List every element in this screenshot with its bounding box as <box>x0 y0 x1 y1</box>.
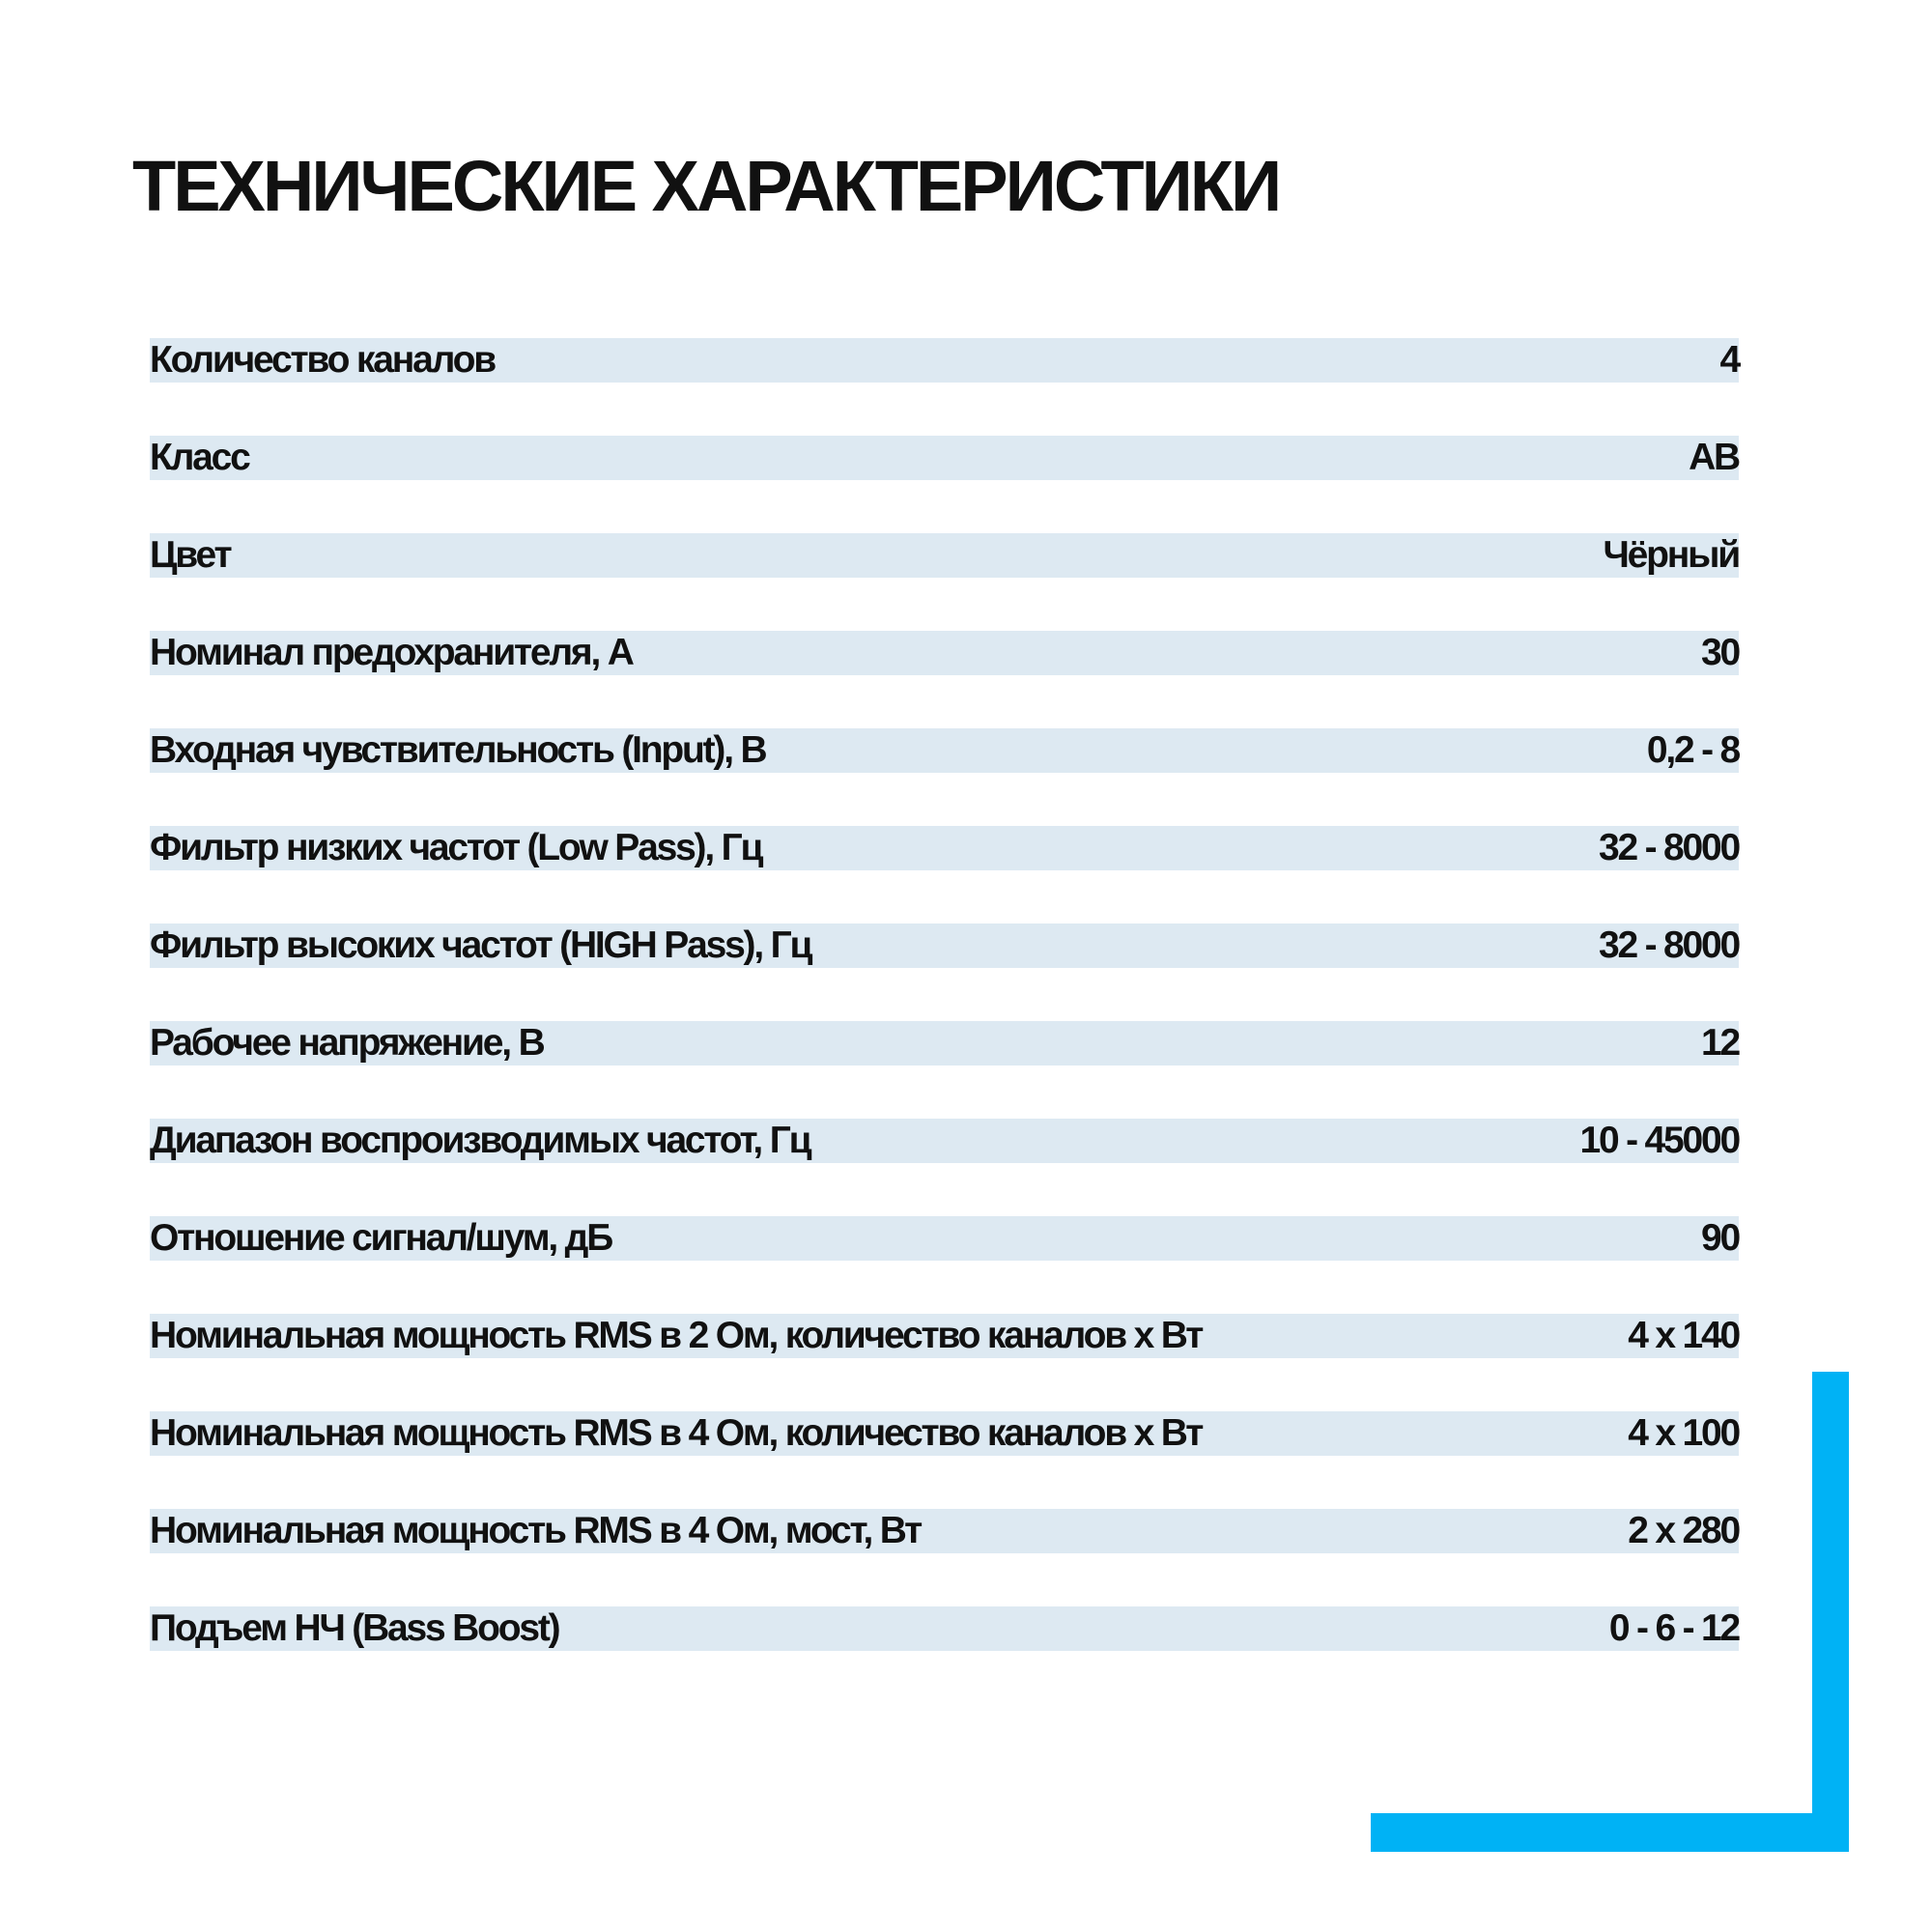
spec-value: 12 <box>1701 1022 1739 1064</box>
spec-row <box>150 631 1739 675</box>
spec-value: 4 x 140 <box>1628 1315 1739 1356</box>
spec-value: 0,2 - 8 <box>1646 729 1739 771</box>
spec-value: 4 x 100 <box>1628 1412 1739 1454</box>
spec-value: 90 <box>1701 1217 1739 1259</box>
spec-row <box>150 728 1739 773</box>
spec-row <box>150 533 1739 578</box>
spec-row <box>150 1119 1739 1163</box>
spec-row <box>150 1411 1739 1456</box>
spec-value: 32 - 8000 <box>1599 827 1739 868</box>
spec-label: Фильтр высоких частот (HIGH Pass), Гц <box>150 924 811 966</box>
spec-value: 10 - 45000 <box>1579 1120 1739 1161</box>
spec-value: 0 - 6 - 12 <box>1608 1607 1739 1649</box>
spec-label: Фильтр низких частот (Low Pass), Гц <box>150 827 762 868</box>
spec-row <box>150 1606 1739 1651</box>
spec-label: Количество каналов <box>150 339 496 381</box>
corner-accent-vertical <box>1812 1372 1849 1852</box>
spec-row <box>150 826 1739 870</box>
spec-label: Класс <box>150 437 249 478</box>
spec-value: Чёрный <box>1603 534 1739 576</box>
spec-label: Отношение сигнал/шум, дБ <box>150 1217 612 1259</box>
spec-row <box>150 923 1739 968</box>
spec-label: Номинальная мощность RMS в 4 Ом, количество каналов х Вт <box>150 1412 1203 1454</box>
spec-row <box>150 1216 1739 1261</box>
spec-label: Номинал предохранителя, А <box>150 632 633 673</box>
spec-label: Диапазон воспроизводимых частот, Гц <box>150 1120 810 1161</box>
spec-label: Входная чувствительность (Input), В <box>150 729 766 771</box>
spec-value: 32 - 8000 <box>1599 924 1739 966</box>
spec-label: Цвет <box>150 534 231 576</box>
page-title: ТЕХНИЧЕСКИЕ ХАРАКТЕРИСТИКИ <box>132 146 1280 226</box>
corner-accent-horizontal <box>1371 1813 1849 1852</box>
spec-row <box>150 338 1739 383</box>
spec-label: Рабочее напряжение, В <box>150 1022 544 1064</box>
spec-label: Номинальная мощность RMS в 4 Ом, мост, Вт <box>150 1510 922 1551</box>
spec-value: 30 <box>1701 632 1739 673</box>
spec-row <box>150 1509 1739 1553</box>
spec-value: AB <box>1689 437 1739 478</box>
spec-value: 2 x 280 <box>1628 1510 1739 1551</box>
spec-label: Номинальная мощность RMS в 2 Ом, количество каналов х Вт <box>150 1315 1203 1356</box>
spec-row <box>150 436 1739 480</box>
spec-value: 4 <box>1719 339 1739 381</box>
spec-label: Подъем НЧ (Bass Boost) <box>150 1607 559 1649</box>
spec-row <box>150 1021 1739 1065</box>
spec-row <box>150 1314 1739 1358</box>
